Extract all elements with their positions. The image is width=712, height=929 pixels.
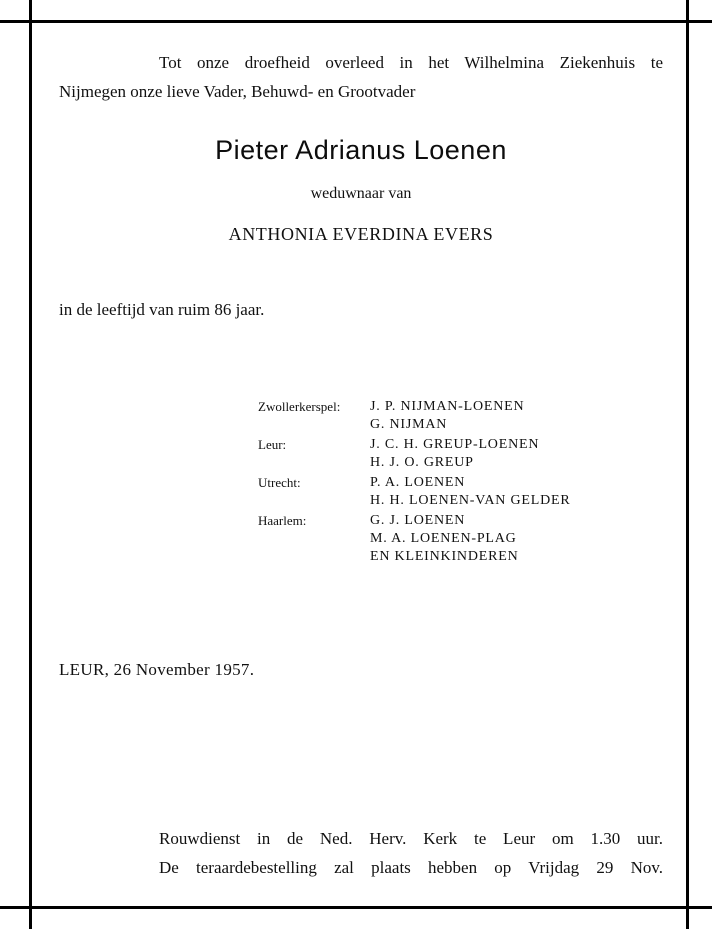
family-row [258,492,571,510]
family-row [258,510,571,530]
grandchildren-line: EN KLEINKINDEREN [370,549,519,564]
family-member-name: G. NIJMAN [370,417,448,432]
dateline: LEUR, 26 November 1957. [59,660,255,679]
family-member-name: H. H. LOENEN-VAN GELDER [370,493,571,508]
deceased-name: Pieter Adrianus Loenen [215,135,507,165]
family-member-name: J. C. H. GREUP-LOENEN [370,437,540,452]
right-border-rule [686,0,689,929]
family-row [258,454,571,472]
wife-name: ANTHONIA EVERDINA EVERS [228,224,494,244]
family-place: Leur: [258,437,287,452]
family-member-name: H. J. O. GREUP [370,455,474,470]
family-row [258,434,571,454]
top-border-rule [0,20,712,23]
widower-of-label: weduwnaar van [310,185,412,202]
service-line-1: Rouwdienst in de Ned. Herv. Kerk te Leur om 1.30 uur. [159,829,663,848]
family-row [258,548,571,566]
family-row [258,416,571,434]
family-place: Utrecht: [258,475,301,490]
family-row [258,530,571,548]
age-line: in de leeftijd van ruim 86 jaar. [59,300,265,319]
service-paragraph [159,824,663,882]
family-place: Haarlem: [258,513,307,528]
intro-line-1: Tot onze droefheid overleed in het Wilhelmina Ziekenhuis te [159,53,663,72]
death-notice-card [50,38,672,896]
service-line-2: De teraardebestelling zal plaats hebben op Vrijdag 29 Nov. [159,858,663,877]
family-row [258,472,571,492]
family-member-name: M. A. LOENEN-PLAG [370,531,517,546]
left-border-rule [29,0,32,929]
intro-paragraph [59,48,663,106]
family-row [258,398,571,416]
family-member-name: G. J. LOENEN [370,513,466,528]
family-list [258,398,571,566]
intro-line-2: Nijmegen onze lieve Vader, Behuwd- en Grootvader [59,82,416,101]
family-member-name: P. A. LOENEN [370,475,466,490]
bottom-border-rule [0,906,712,909]
family-member-name: J. P. NIJMAN-LOENEN [370,399,525,414]
family-place: Zwollerkerspel: [258,399,341,414]
